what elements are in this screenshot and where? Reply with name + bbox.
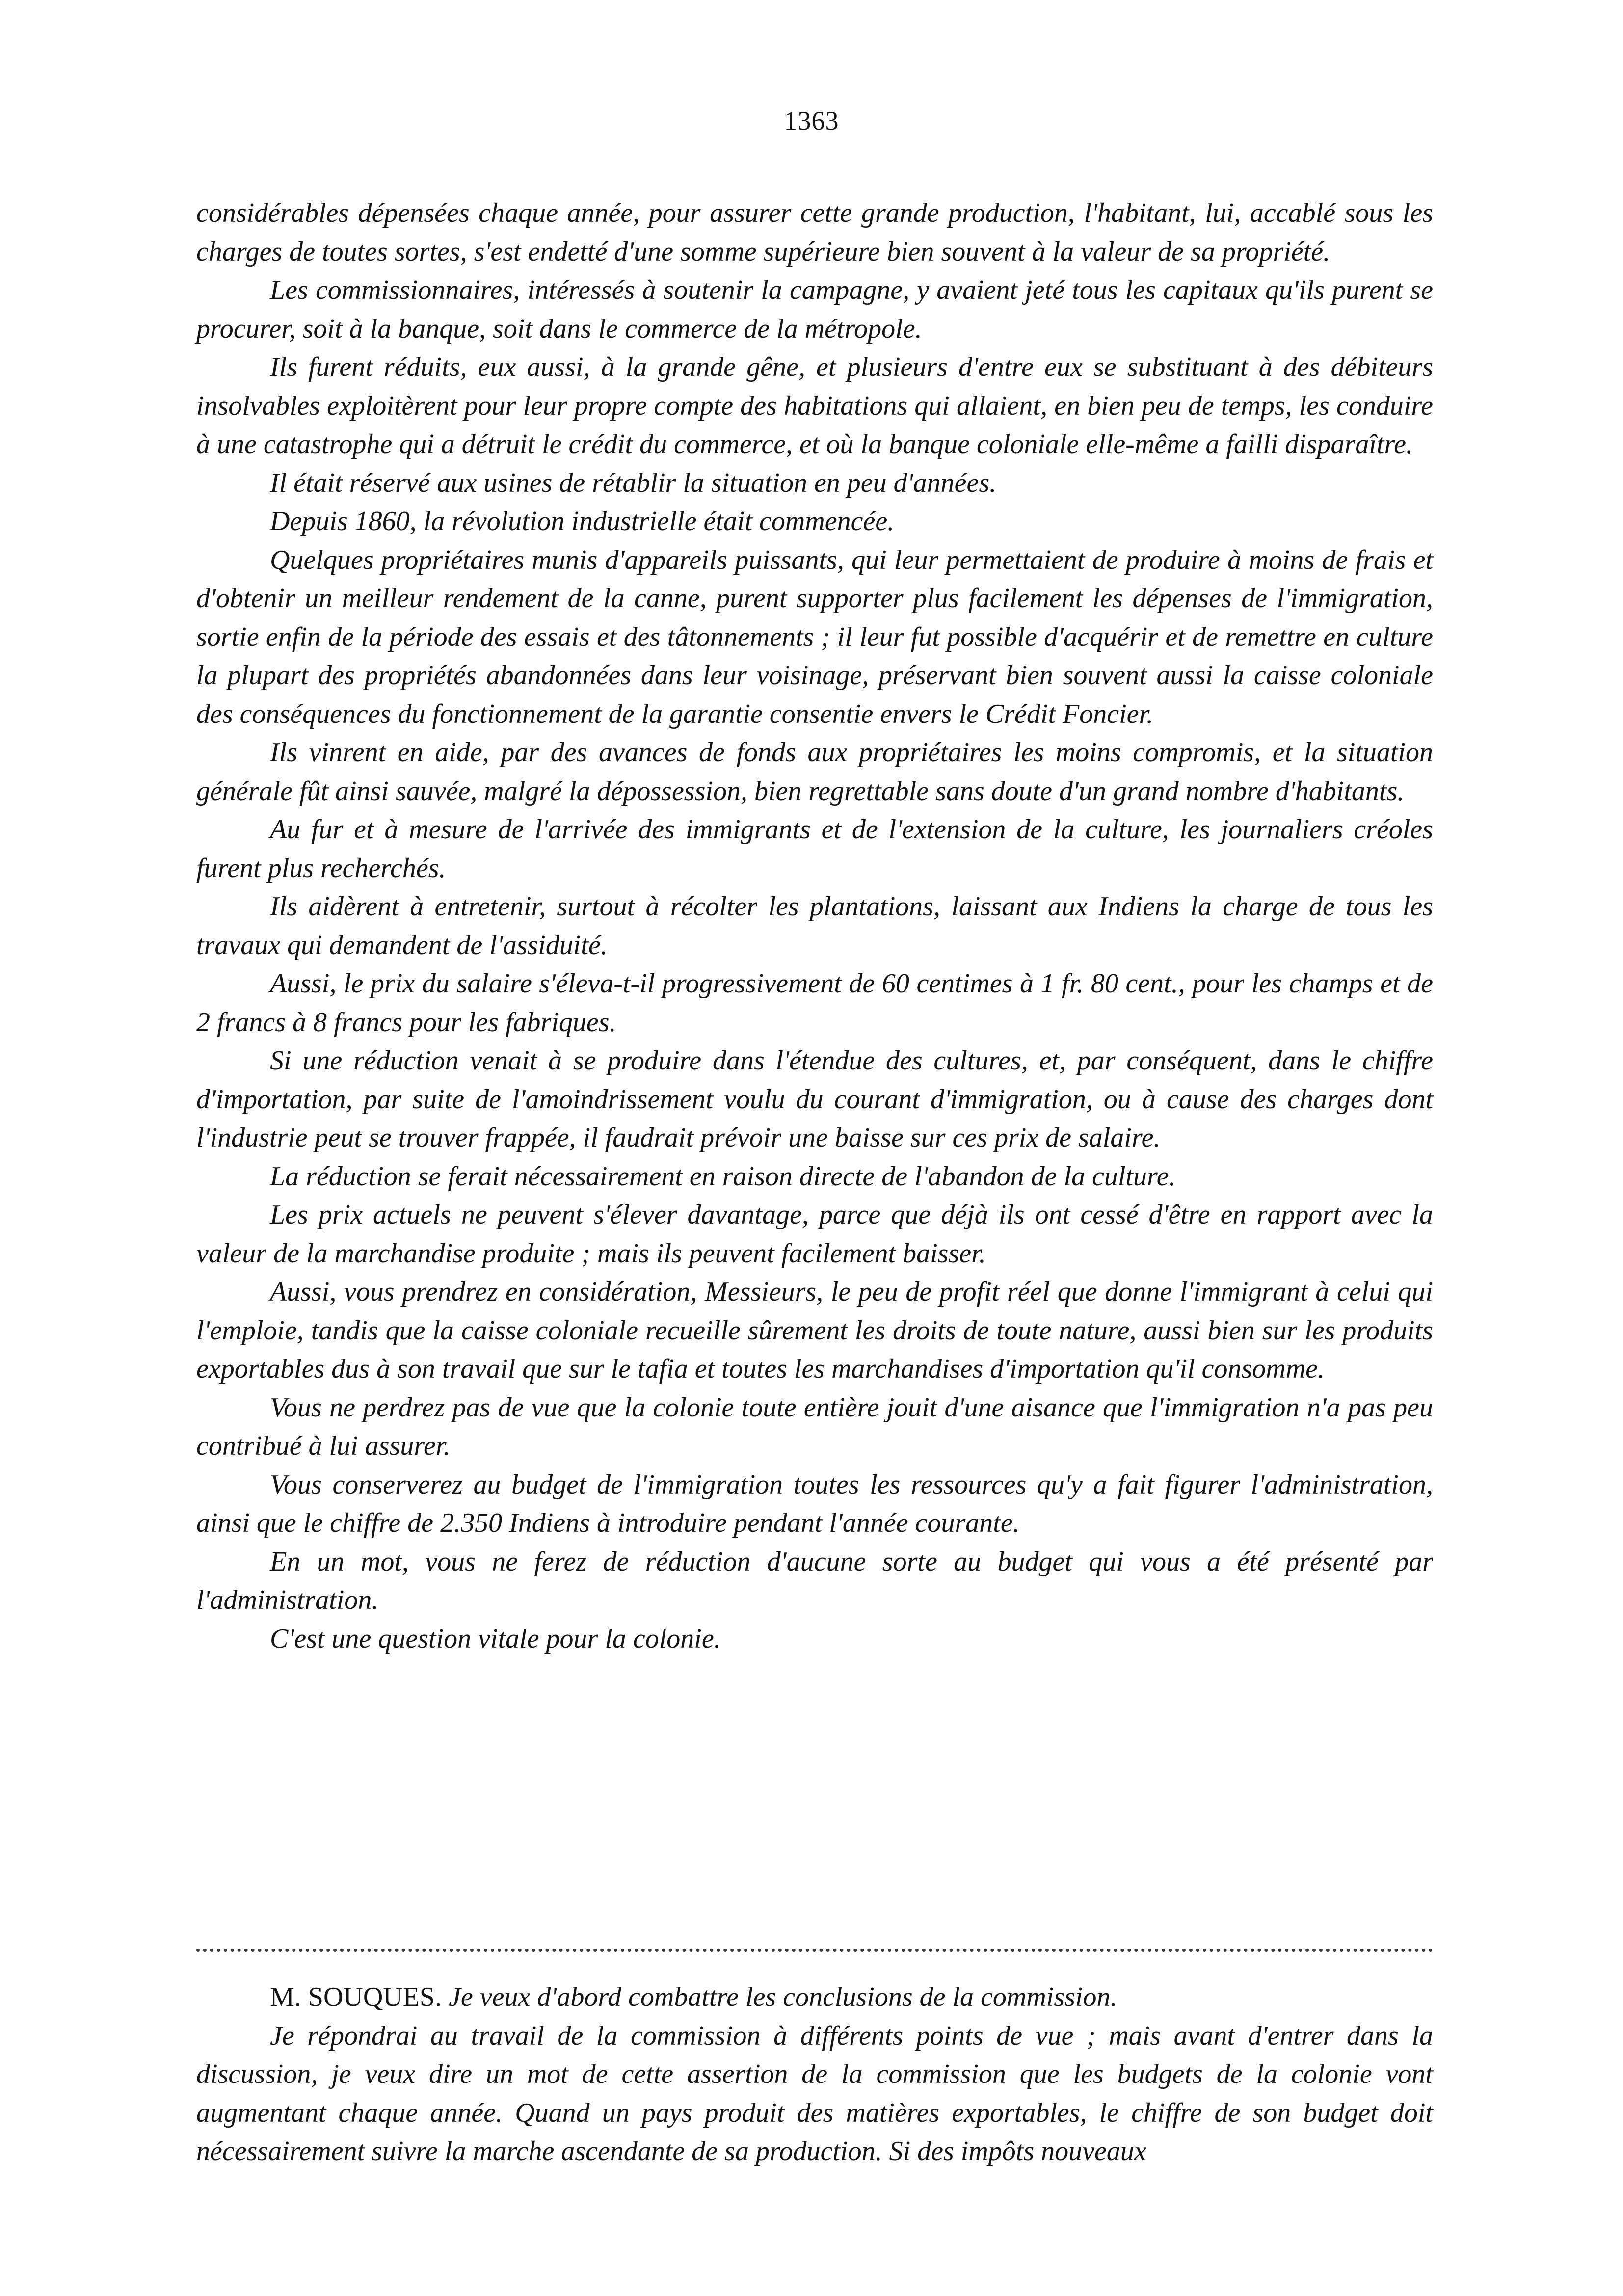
page-number: 1363	[784, 106, 839, 135]
body-text	[196, 194, 1433, 1658]
paragraph: Les commissionnaires, intéressés à soutenir la campagne, y avaient jeté tous les capitaux qu'ils purent se procurer, soit à la banque, soit dans le commerce de la métropole.	[196, 275, 1433, 344]
paragraph: En un mot, vous ne ferez de réduction d'aucune sorte au budget qui vous a été présenté par l'administration.	[196, 1546, 1433, 1615]
paragraph: Vous ne perdrez pas de vue que la colonie toute entière jouit d'une aisance que l'immigration n'a pas peu contribué à lui assurer.	[196, 1392, 1433, 1461]
paragraph: considérables dépensées chaque année, pour assurer cette grande production, l'habitant, lui, accablé sous les charges de toutes sortes, s'est endetté d'une somme supérieure bien souvent à la valeur de sa propriété.	[196, 198, 1433, 267]
speech-first-line: Je veux d'abord combattre les conclusions de la commission.	[449, 1982, 1117, 2012]
speech-paragraph: Je répondrai au travail de la commission à différents points de vue ; mais avant d'entrer dans la discussion, je veux dire un mot de cette assertion de la commission que les budgets de la colonie vont augmentant chaque année. Quand un pays produit des matières exportables, le chiffre de son budget doit nécessairement suivre la marche ascendante de sa production. Si des impôts nouveaux	[196, 2020, 1433, 2166]
paragraph: Au fur et à mesure de l'arrivée des immigrants et de l'extension de la culture, les journaliers créoles furent plus recherchés.	[196, 814, 1433, 883]
paragraph: Si une réduction venait à se produire dans l'étendue des cultures, et, par conséquent, dans le chiffre d'importation, par suite de l'amoindrissement voulu du courant d'immigration, ou à cause des charges dont l'industrie peut se trouver frappée, il faudrait prévoir une baisse sur ces prix de salaire.	[196, 1045, 1433, 1153]
paragraph: Aussi, vous prendrez en considération, Messieurs, le peu de profit réel que donne l'immigrant à celui qui l'emploie, tandis que la caisse coloniale recueille sûrement les droits de toute nature, aussi bien sur les produits exportables dus à son travail que sur le tafia et toutes les marchandises d'importation qu'il consomme.	[196, 1277, 1433, 1384]
paragraph: Quelques propriétaires munis d'appareils puissants, qui leur permettaient de produire à moins de frais et d'obtenir un meilleur rendement de la canne, purent supporter plus facilement les dépenses de l'immigration, sortie enfin de la période des essais et des tâtonnements ; il leur fut possible d'acquérir et de remettre en culture la plupart des propriétés abandonnées dans leur voisinage, préservant bien souvent aussi la caisse coloniale des conséquences du fonctionnement de la garantie consentie envers le Crédit Foncier.	[196, 544, 1433, 729]
speech-section	[196, 1978, 1433, 2171]
paragraph: Aussi, le prix du salaire s'éleva-t-il progressivement de 60 centimes à 1 fr. 80 cent., pour les champs et de 2 francs à 8 francs pour les fabriques.	[196, 968, 1433, 1038]
speech-opening	[196, 1978, 1433, 2017]
paragraph: Vous conserverez au budget de l'immigration toutes les ressources qu'y a fait figurer l'administration, ainsi que le chiffre de 2.350 Indiens à introduire pendant l'année courante.	[196, 1469, 1433, 1538]
paragraph: Ils furent réduits, eux aussi, à la grande gêne, et plusieurs d'entre eux se substituant à des débiteurs insolvables exploitèrent pour leur propre compte des habitations qui allaient, en bien peu de temps, les conduire à une catastrophe qui a détruit le crédit du commerce, et où la banque coloniale elle-même a failli disparaître.	[196, 352, 1433, 459]
paragraph: Ils vinrent en aide, par des avances de fonds aux propriétaires les moins compromis, et la situation générale fût ainsi sauvée, malgré la dépossession, bien regrettable sans doute d'un grand nombre d'habitants.	[196, 737, 1433, 806]
paragraph: La réduction se ferait nécessairement en raison directe de l'abandon de la culture.	[270, 1161, 1176, 1192]
paragraph: Les prix actuels ne peuvent s'élever davantage, parce que déjà ils ont cessé d'être en rapport avec la valeur de la marchandise produite ; mais ils peuvent facilement baisser.	[196, 1200, 1433, 1269]
paragraph: Ils aidèrent à entretenir, surtout à récolter les plantations, laissant aux Indiens la charge de tous les travaux qui demandent de l'assiduité.	[196, 891, 1433, 961]
dotted-separator	[196, 1949, 1433, 1952]
paragraph: Il était réservé aux usines de rétablir la situation en peu d'années.	[270, 467, 997, 498]
paragraph: Depuis 1860, la révolution industrielle était commencée.	[270, 506, 895, 536]
speaker-name: M. SOUQUES.	[270, 1982, 442, 2012]
paragraph: C'est une question vitale pour la colonie.	[270, 1623, 721, 1654]
